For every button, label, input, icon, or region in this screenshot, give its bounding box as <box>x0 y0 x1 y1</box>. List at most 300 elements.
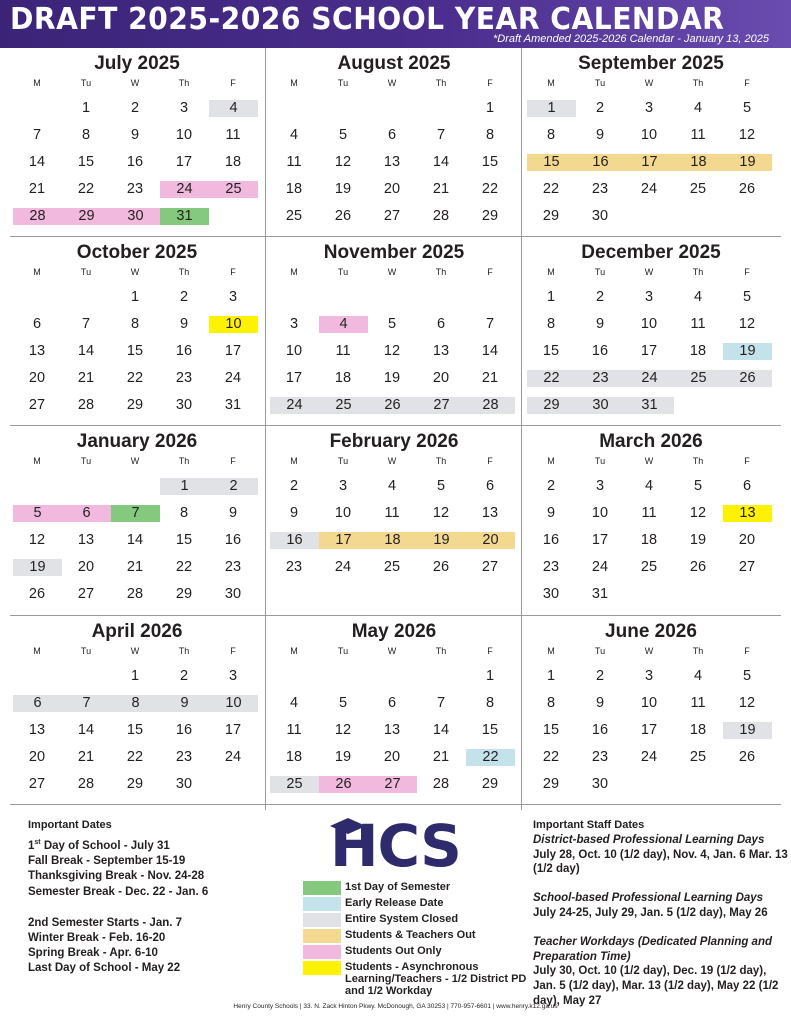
day-cell: 30 <box>591 208 609 224</box>
day-cell: 11 <box>384 505 400 521</box>
day-cell: 21 <box>77 370 95 386</box>
weekday-label: F <box>744 267 750 277</box>
day-cell: 8 <box>485 695 495 711</box>
weekday-label: M <box>290 456 298 466</box>
day-cell: 27 <box>738 559 756 575</box>
weekday-label: M <box>547 646 555 656</box>
day-cell: 29 <box>481 208 499 224</box>
day-cell: 10 <box>640 316 658 332</box>
day-cell: 25 <box>640 559 658 575</box>
day-cell: 22 <box>466 749 515 766</box>
day-cell: 21 <box>481 370 499 386</box>
day-cell: 21 <box>28 181 46 197</box>
day-cell: 9 <box>130 127 140 143</box>
month-february-2026 <box>265 426 523 616</box>
day-cell: 6 <box>13 695 62 712</box>
day-cell: 11 <box>335 343 351 359</box>
day-cell: 7 <box>436 127 446 143</box>
important-date-item: Semester Break - Dec. 22 - Jan. 6 <box>28 885 209 898</box>
month-title: December 2025 <box>581 242 721 263</box>
day-cell: 4 <box>693 668 703 684</box>
day-cell: 2 <box>179 289 189 305</box>
day-cell: 1 <box>485 100 495 116</box>
day-cell: 9 <box>228 505 238 521</box>
day-cell: 17 <box>224 722 242 738</box>
weekday-label: M <box>547 78 555 88</box>
legend-swatch <box>303 945 341 959</box>
day-cell: 4 <box>289 695 299 711</box>
weekday-label: Th <box>178 267 190 277</box>
month-january-2026 <box>8 426 266 616</box>
day-cell: 13 <box>383 154 401 170</box>
day-cell: 20 <box>383 749 401 765</box>
weekday-label: W <box>387 646 397 656</box>
important-date-item: 2nd Semester Starts - Jan. 7 <box>28 916 183 929</box>
school-text: July 24-25, July 29, Jan. 5 (1/2 day), May 26 <box>533 906 768 919</box>
day-cell: 22 <box>126 370 144 386</box>
day-cell: 11 <box>641 505 657 521</box>
month-august-2025 <box>265 48 523 238</box>
day-cell: 10 <box>640 695 658 711</box>
weekday-label: Tu <box>337 646 349 656</box>
day-cell: 26 <box>738 181 756 197</box>
day-cell: 4 <box>289 127 299 143</box>
weekday-label: F <box>744 78 750 88</box>
day-cell: 23 <box>175 749 193 765</box>
day-cell: 12 <box>334 154 352 170</box>
day-cell: 15 <box>126 722 144 738</box>
day-cell: 29 <box>126 776 144 792</box>
legend-swatch <box>303 897 341 911</box>
day-cell: 4 <box>693 289 703 305</box>
weekday-label: Tu <box>594 78 606 88</box>
staff-dates-heading: Important Staff Dates <box>533 819 645 831</box>
weekday-label: Tu <box>80 646 92 656</box>
day-cell: 26 <box>738 749 756 765</box>
day-cell: 10 <box>209 316 258 333</box>
month-september-2025 <box>522 48 780 238</box>
teacher-heading: Teacher Workdays (Dedicated Planning and Preparation Time) <box>533 935 773 963</box>
day-cell: 31 <box>160 208 209 225</box>
day-cell: 20 <box>28 749 46 765</box>
day-cell: 14 <box>481 343 499 359</box>
day-cell: 27 <box>481 559 499 575</box>
weekday-label: W <box>644 646 654 656</box>
day-cell: 24 <box>160 181 209 198</box>
day-cell: 29 <box>481 776 499 792</box>
weekday-label: Tu <box>337 456 349 466</box>
month-march-2026 <box>522 426 780 616</box>
day-cell: 28 <box>77 776 95 792</box>
day-cell: 3 <box>289 316 299 332</box>
weekday-label: F <box>230 78 236 88</box>
day-cell: 31 <box>224 397 242 413</box>
day-cell: 17 <box>625 154 674 171</box>
month-november-2025 <box>265 237 523 427</box>
day-cell: 21 <box>432 749 450 765</box>
day-cell: 10 <box>591 505 609 521</box>
day-cell: 14 <box>28 154 46 170</box>
legend-label: Students & Teachers Out <box>345 929 476 941</box>
day-cell: 12 <box>432 505 450 521</box>
legend-swatch <box>303 929 341 943</box>
day-cell: 12 <box>689 505 707 521</box>
weekday-label: W <box>644 456 654 466</box>
day-cell: 1 <box>527 100 576 117</box>
day-cell: 16 <box>576 154 625 171</box>
legend-item <box>303 880 533 896</box>
day-cell: 20 <box>738 532 756 548</box>
day-cell: 14 <box>126 532 144 548</box>
day-cell: 5 <box>338 127 348 143</box>
day-cell: 22 <box>527 370 576 387</box>
legend-swatch <box>303 961 341 975</box>
day-cell: 22 <box>175 559 193 575</box>
day-cell: 12 <box>738 127 756 143</box>
day-cell: 27 <box>368 776 417 793</box>
day-cell: 29 <box>62 208 111 225</box>
weekday-label: M <box>547 456 555 466</box>
day-cell: 25 <box>689 749 707 765</box>
day-cell: 18 <box>285 749 303 765</box>
weekday-label: Tu <box>594 646 606 656</box>
month-title: August 2025 <box>337 53 451 74</box>
day-cell: 1 <box>546 668 556 684</box>
weekday-label: F <box>230 267 236 277</box>
day-cell: 10 <box>209 695 258 712</box>
weekday-label: F <box>744 456 750 466</box>
day-cell: 6 <box>742 478 752 494</box>
day-cell: 26 <box>368 397 417 414</box>
day-cell: 24 <box>334 559 352 575</box>
day-cell: 15 <box>527 154 576 171</box>
day-cell: 25 <box>383 559 401 575</box>
month-title: May 2026 <box>351 621 437 642</box>
month-title: October 2025 <box>76 242 198 263</box>
day-cell: 24 <box>270 397 319 414</box>
day-cell: 25 <box>689 181 707 197</box>
legend-item <box>303 960 533 1000</box>
day-cell: 9 <box>595 695 605 711</box>
day-cell: 30 <box>576 397 625 414</box>
day-cell: 10 <box>175 127 193 143</box>
weekday-label: Th <box>692 456 704 466</box>
day-cell: 24 <box>224 749 242 765</box>
day-cell: 12 <box>334 722 352 738</box>
day-cell: 29 <box>542 776 560 792</box>
day-cell: 1 <box>485 668 495 684</box>
day-cell: 7 <box>436 695 446 711</box>
day-cell: 6 <box>32 316 42 332</box>
day-cell: 21 <box>77 749 95 765</box>
day-cell: 2 <box>546 478 556 494</box>
day-cell: 2 <box>595 100 605 116</box>
weekday-label: W <box>644 267 654 277</box>
day-cell: 18 <box>334 370 352 386</box>
hcs-logo <box>328 812 478 880</box>
day-cell: 1 <box>130 668 140 684</box>
important-date-item: Fall Break - September 15-19 <box>28 855 186 868</box>
weekday-label: F <box>744 646 750 656</box>
weekday-label: M <box>33 267 41 277</box>
day-cell: 27 <box>28 776 46 792</box>
weekday-label: Th <box>435 456 447 466</box>
weekday-label: Tu <box>337 78 349 88</box>
day-cell: 14 <box>77 343 95 359</box>
day-cell: 23 <box>224 559 242 575</box>
day-cell: 27 <box>77 586 95 602</box>
day-cell: 3 <box>644 668 654 684</box>
day-cell: 5 <box>742 668 752 684</box>
month-title: September 2025 <box>578 53 724 74</box>
day-cell: 26 <box>432 559 450 575</box>
day-cell: 25 <box>270 776 319 793</box>
day-cell: 23 <box>542 559 560 575</box>
day-cell: 12 <box>738 316 756 332</box>
day-cell: 3 <box>595 478 605 494</box>
weekday-label: Tu <box>80 267 92 277</box>
weekday-label: M <box>547 267 555 277</box>
day-cell: 5 <box>13 505 62 522</box>
month-december-2025 <box>522 237 780 427</box>
header-banner <box>0 0 791 48</box>
day-cell: 13 <box>723 505 772 522</box>
day-cell: 20 <box>77 559 95 575</box>
day-cell: 25 <box>209 181 258 198</box>
day-cell: 17 <box>640 722 658 738</box>
weekday-label: Th <box>178 456 190 466</box>
day-cell: 31 <box>625 397 674 414</box>
day-cell: 16 <box>591 343 609 359</box>
day-cell: 31 <box>591 586 609 602</box>
day-cell: 11 <box>286 722 302 738</box>
first-day-sup: st <box>34 839 41 847</box>
legend-item <box>303 896 533 912</box>
legend-label: 1st Day of Semester <box>345 881 451 893</box>
day-cell: 23 <box>591 749 609 765</box>
day-cell: 30 <box>111 208 160 225</box>
legend-label: Students Out Only <box>345 945 442 957</box>
day-cell: 4 <box>209 100 258 117</box>
day-cell: 16 <box>175 722 193 738</box>
day-cell: 13 <box>28 722 46 738</box>
day-cell: 8 <box>546 316 556 332</box>
weekday-label: Tu <box>80 78 92 88</box>
day-cell: 3 <box>338 478 348 494</box>
day-cell: 23 <box>285 559 303 575</box>
day-cell: 5 <box>338 695 348 711</box>
day-cell: 12 <box>383 343 401 359</box>
month-title: July 2025 <box>94 53 180 74</box>
legend-label: Students - Asynchronous Learning/Teachers - 1/2 District PD and 1/2 Workday <box>345 961 527 997</box>
day-cell: 22 <box>542 181 560 197</box>
month-october-2025 <box>8 237 266 427</box>
day-cell: 2 <box>130 100 140 116</box>
page-subtitle: *Draft Amended 2025-2026 Calendar - January 13, 2025 <box>493 33 769 45</box>
weekday-label: W <box>130 456 140 466</box>
day-cell: 13 <box>383 722 401 738</box>
day-cell: 19 <box>334 749 352 765</box>
day-cell: 28 <box>432 208 450 224</box>
logo-text: HCS <box>330 812 461 880</box>
district-text: July 28, Oct. 10 (1/2 day), Nov. 4, Jan. 6 Mar. 13 (1/2 day) <box>533 848 788 876</box>
day-cell: 6 <box>485 478 495 494</box>
weekday-label: F <box>230 456 236 466</box>
day-cell: 2 <box>179 668 189 684</box>
day-cell: 15 <box>542 343 560 359</box>
day-cell: 16 <box>224 532 242 548</box>
day-cell: 6 <box>387 127 397 143</box>
weekday-label: Th <box>178 646 190 656</box>
day-cell: 30 <box>224 586 242 602</box>
day-cell: 19 <box>723 154 772 171</box>
day-cell: 7 <box>111 505 160 522</box>
day-cell: 9 <box>160 695 209 712</box>
weekday-label: Tu <box>594 267 606 277</box>
day-cell: 29 <box>542 208 560 224</box>
day-cell: 13 <box>432 343 450 359</box>
day-cell: 8 <box>81 127 91 143</box>
day-cell: 18 <box>285 181 303 197</box>
day-cell: 3 <box>644 100 654 116</box>
weekday-label: M <box>290 646 298 656</box>
weekday-label: Th <box>692 78 704 88</box>
day-cell: 15 <box>77 154 95 170</box>
day-cell: 5 <box>742 100 752 116</box>
important-dates <box>28 818 298 977</box>
day-cell: 13 <box>28 343 46 359</box>
weekday-label: Th <box>692 646 704 656</box>
legend-swatch <box>303 913 341 927</box>
day-cell: 11 <box>225 127 241 143</box>
weekday-label: W <box>644 78 654 88</box>
day-cell: 1 <box>130 289 140 305</box>
month-title: June 2026 <box>605 621 697 642</box>
day-cell: 18 <box>640 532 658 548</box>
weekday-label: Tu <box>80 456 92 466</box>
day-cell: 27 <box>28 397 46 413</box>
day-cell: 8 <box>546 127 556 143</box>
weekday-label: Th <box>435 646 447 656</box>
weekday-label: W <box>387 456 397 466</box>
weekday-label: Th <box>178 78 190 88</box>
day-cell: 16 <box>591 722 609 738</box>
day-cell: 15 <box>175 532 193 548</box>
day-cell: 5 <box>387 316 397 332</box>
day-cell: 23 <box>576 370 625 387</box>
school-heading: School-based Professional Learning Days <box>533 892 764 905</box>
day-cell: 18 <box>368 532 417 549</box>
day-cell: 4 <box>387 478 397 494</box>
weekday-label: Th <box>435 267 447 277</box>
day-cell: 22 <box>542 749 560 765</box>
day-cell: 19 <box>334 181 352 197</box>
day-cell: 2 <box>595 289 605 305</box>
day-cell: 25 <box>674 370 723 387</box>
important-date-item: Last Day of School - May 22 <box>28 962 181 975</box>
day-cell: 20 <box>383 181 401 197</box>
teacher-text: July 30, Oct. 10 (1/2 day), Dec. 19 (1/2 day), Jan. 5 (1/2 day), Mar. 13 (1/2 day), May 22 (1/2 day), May 27 <box>533 965 779 1007</box>
weekday-label: W <box>130 267 140 277</box>
day-cell: 14 <box>432 154 450 170</box>
day-cell: 3 <box>228 668 238 684</box>
day-cell: 22 <box>481 181 499 197</box>
day-cell: 20 <box>466 532 515 549</box>
legend-item <box>303 912 533 928</box>
day-cell: 17 <box>175 154 193 170</box>
month-title: November 2025 <box>323 242 465 263</box>
day-cell: 20 <box>28 370 46 386</box>
day-cell: 19 <box>723 722 772 739</box>
day-cell: 4 <box>644 478 654 494</box>
day-cell: 5 <box>693 478 703 494</box>
day-cell: 2 <box>209 478 258 495</box>
weekday-label: M <box>33 646 41 656</box>
day-cell: 29 <box>527 397 576 414</box>
day-cell: 9 <box>595 316 605 332</box>
day-cell: 25 <box>319 397 368 414</box>
day-cell: 14 <box>77 722 95 738</box>
day-cell: 21 <box>126 559 144 575</box>
day-cell: 28 <box>126 586 144 602</box>
day-cell: 6 <box>62 505 111 522</box>
legend-item <box>303 944 533 960</box>
day-cell: 23 <box>175 370 193 386</box>
weekday-label: M <box>33 78 41 88</box>
weekday-label: Tu <box>594 456 606 466</box>
day-cell: 11 <box>690 127 706 143</box>
day-cell: 3 <box>179 100 189 116</box>
weekday-label: F <box>487 78 493 88</box>
day-cell: 23 <box>591 181 609 197</box>
day-cell: 26 <box>334 208 352 224</box>
month-title: March 2026 <box>599 431 703 452</box>
day-cell: 30 <box>591 776 609 792</box>
district-heading: District-based Professional Learning Days <box>533 833 765 846</box>
day-cell: 17 <box>640 343 658 359</box>
day-cell: 26 <box>319 776 368 793</box>
day-cell: 5 <box>436 478 446 494</box>
day-cell: 26 <box>689 559 707 575</box>
day-cell: 18 <box>224 154 242 170</box>
day-cell: 19 <box>417 532 466 549</box>
day-cell: 12 <box>738 695 756 711</box>
day-cell: 26 <box>723 370 772 387</box>
day-cell: 30 <box>542 586 560 602</box>
footer: Henry County Schools | 33. N. Zack Hinton Pkwy. McDonough, GA 30253 | 770-957-6601 | www.henry.k12.ga.us <box>233 1003 558 1010</box>
day-cell: 9 <box>179 316 189 332</box>
day-cell: 24 <box>625 370 674 387</box>
day-cell: 20 <box>432 370 450 386</box>
day-cell: 7 <box>81 316 91 332</box>
day-cell: 15 <box>481 154 499 170</box>
first-day-num: 1 <box>28 840 35 853</box>
day-cell: 17 <box>591 532 609 548</box>
legend-swatch <box>303 881 341 895</box>
day-cell: 22 <box>126 749 144 765</box>
day-cell: 15 <box>126 343 144 359</box>
day-cell: 3 <box>644 289 654 305</box>
day-cell: 8 <box>485 127 495 143</box>
weekday-label: F <box>487 456 493 466</box>
day-cell: 7 <box>62 695 111 712</box>
weekday-label: M <box>290 78 298 88</box>
day-cell: 10 <box>285 343 303 359</box>
day-cell: 21 <box>432 181 450 197</box>
day-cell: 8 <box>546 695 556 711</box>
important-date-item: Thanksgiving Break - Nov. 24-28 <box>28 870 205 883</box>
day-cell: 18 <box>689 343 707 359</box>
